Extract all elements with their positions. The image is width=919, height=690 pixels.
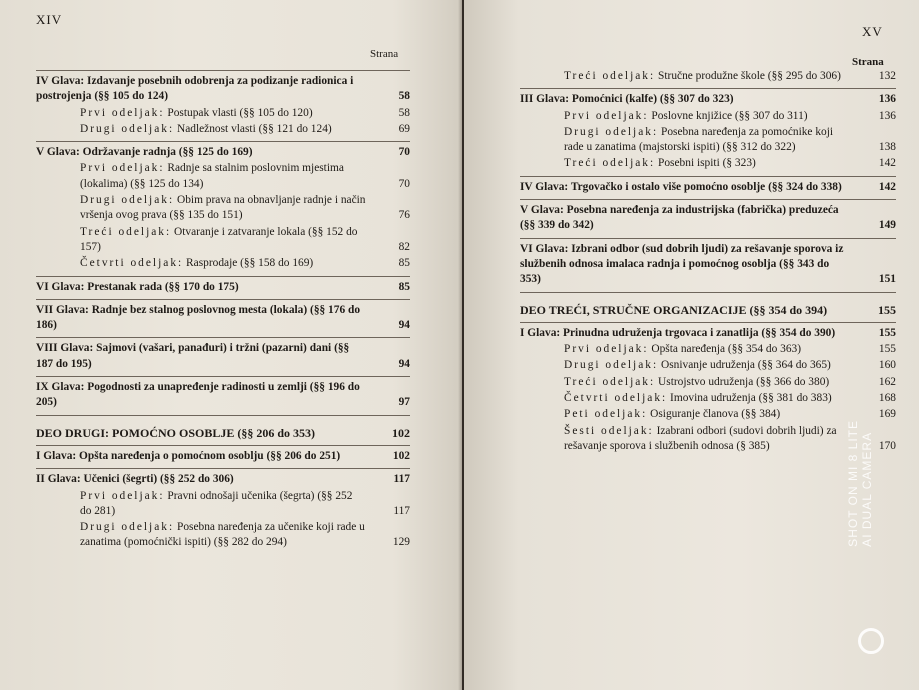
strana-heading: Strana: [852, 56, 884, 68]
entry-title: DEO TREĆI, STRUČNE ORGANIZACIJE (§§ 354 do 394): [520, 302, 828, 317]
entry-page-number: 97: [398, 396, 410, 409]
entry-title: DEO DRUGI: POMOĆNO OSOBLJE (§§ 206 do 353): [36, 425, 316, 440]
entry-title: I Glava: Opšta naređenja o pomoćnom osoblju (§§ 206 do 251): [36, 449, 341, 462]
entry-title: Osiguranje članova (§§ 384): [650, 408, 781, 421]
section-label: Prvi odeljak:: [80, 162, 165, 175]
entry-page-number: 117: [393, 504, 410, 517]
toc-chapter: [520, 242, 896, 288]
toc-section: [520, 391, 896, 406]
table-of-contents: [520, 68, 896, 454]
entry-page-number: 58: [398, 90, 410, 103]
entry-page-number: 155: [878, 343, 896, 356]
table-of-contents: [36, 66, 410, 551]
entry-page-number: 85: [398, 280, 410, 293]
toc-chapter: [36, 341, 410, 372]
strana-heading: Strana: [370, 48, 399, 60]
section-label: Prvi odeljak:: [564, 109, 649, 122]
entry-title: Nadležnost vlasti (§§ 121 do 124): [176, 122, 332, 135]
toc-section: [520, 156, 896, 171]
section-label: Šesti odeljak:: [564, 424, 654, 437]
section-divider: [36, 376, 410, 377]
entry-page-number: 136: [878, 93, 896, 106]
entry-title: VIII Glava: Sajmovi (vašari, panađuri) i tržni (pazarni) dani (§§ 187 do 195): [36, 342, 350, 370]
entry-page-number: 129: [392, 536, 410, 549]
section-label: Četvrti odeljak:: [564, 392, 668, 405]
entry-title: Imovina udruženja (§§ 381 do 383): [670, 392, 832, 405]
section-divider: [36, 276, 410, 277]
toc-section: [520, 358, 896, 373]
entry-page-number: 168: [878, 392, 896, 405]
section-label: Drugi odeljak:: [564, 125, 659, 138]
entry-title: Ustrojstvo udruženja (§§ 366 do 380): [658, 375, 830, 388]
entry-page-number: 102: [392, 425, 410, 440]
watermark-line2: AI DUAL CAMERA: [860, 431, 874, 547]
toc-part: [36, 426, 410, 441]
toc-chapter: [520, 203, 896, 234]
section-label: Drugi odeljak:: [80, 521, 175, 534]
toc-section: [36, 106, 410, 121]
section-divider: [520, 238, 896, 239]
entry-title: Rasprodaje (§§ 158 do 169): [186, 257, 314, 270]
toc-section: [36, 520, 410, 551]
entry-title: I Glava: Prinudna udruženja trgovaca i zanatlija (§§ 354 do 390): [520, 326, 836, 339]
entry-title: Posebni ispiti (§ 323): [658, 157, 756, 170]
toc-section: [36, 489, 410, 520]
entry-page-number: 149: [878, 219, 896, 232]
toc-section: [36, 161, 410, 192]
entry-title: IV Glava: Trgovačko i ostalo više pomoćno osoblje (§§ 324 do 338): [520, 180, 842, 193]
toc-section: [520, 375, 896, 390]
entry-page-number: 58: [398, 106, 410, 119]
entry-title: VII Glava: Radnje bez stalnog poslovnog mesta (lokala) (§§ 176 do 186): [36, 303, 361, 332]
toc-chapter: [520, 180, 896, 195]
toc-chapter: [36, 449, 410, 464]
entry-title: Posebna naređenja za učenike koji rade u zanatima (pomoćnički ispiti) (§§ 282 do 294): [80, 521, 365, 549]
entry-title: VI Glava: Izbrani odbor (sud dobrih ljudi) za rešavanje sporova iz službenih odnosa imalaca radnja i pomoćnog osoblja (§§ 343 do 353): [520, 242, 844, 286]
section-label: Treći odeljak:: [80, 225, 172, 238]
toc-section: [520, 407, 896, 422]
section-divider: [36, 468, 410, 469]
entry-title: Pravni odnošaji učenika (šegrta) (§§ 252 do 281): [80, 489, 353, 517]
section-label: Drugi odeljak:: [80, 122, 175, 135]
toc-chapter: [36, 74, 410, 105]
entry-page-number: 117: [393, 473, 410, 486]
section-divider: [520, 176, 896, 177]
section-label: Prvi odeljak:: [80, 489, 165, 502]
entry-title: Opšta naređenja (§§ 354 do 363): [651, 343, 802, 356]
entry-title: Izabrani odbori (sudovi dobrih ljudi) za rešavanje sporova i službenih odnosa (§ 385): [564, 424, 837, 452]
toc-chapter: [36, 280, 410, 295]
entry-page-number: 169: [878, 408, 896, 421]
entry-title: Posebna naređenja za pomoćnike koji rade u zanatima (majstorski ispiti) (§§ 312 do 322): [564, 125, 834, 154]
entry-title: IV Glava: Izdavanje posebnih odobrenja za podizanje radionica i postrojenja (§§ 105 do 124): [36, 75, 354, 103]
entry-page-number: 69: [398, 122, 410, 135]
entry-page-number: 138: [878, 141, 896, 154]
section-divider: [36, 141, 410, 142]
entry-title: V Glava: Posebna naređenja za industrijska (fabrička) preduzeća (§§ 339 do 342): [520, 204, 839, 232]
entry-page-number: 94: [398, 357, 410, 370]
toc-part: [520, 303, 896, 318]
entry-page-number: 151: [878, 273, 896, 286]
entry-title: V Glava: Održavanje radnja (§§ 125 do 169): [36, 146, 253, 159]
entry-page-number: 136: [878, 109, 896, 122]
section-divider: [520, 199, 896, 200]
section-divider: [36, 70, 410, 71]
toc-section: [520, 424, 896, 455]
section-divider: [520, 292, 896, 293]
section-label: Četvrti odeljak:: [80, 257, 184, 270]
entry-title: Postupak vlasti (§§ 105 do 120): [167, 106, 313, 119]
section-divider: [520, 322, 896, 323]
entry-page-number: 76: [398, 209, 410, 222]
entry-title: Obim prava na obnavljanje radnje i način vršenja ovog prava (§§ 135 do 151): [80, 194, 366, 222]
toc-section: [520, 69, 896, 84]
entry-page-number: 82: [398, 240, 410, 253]
entry-page-number: 132: [878, 70, 896, 82]
watermark-line1: SHOT ON MI 8 LITE: [846, 420, 860, 547]
toc-chapter: [36, 380, 410, 411]
toc-section: [520, 342, 896, 357]
entry-title: II Glava: Učenici (šegrti) (§§ 252 do 306): [36, 473, 234, 486]
entry-page-number: 70: [398, 177, 410, 190]
section-divider: [520, 88, 896, 89]
toc-section: [36, 122, 410, 137]
toc-chapter: [36, 303, 410, 334]
toc-section: [520, 125, 896, 156]
section-label: Treći odeljak:: [564, 375, 656, 388]
section-divider: [36, 415, 410, 416]
section-label: Prvi odeljak:: [564, 343, 649, 356]
section-label: Treći odeljak:: [564, 70, 656, 82]
entry-title: VI Glava: Prestanak rada (§§ 170 do 175): [36, 280, 239, 293]
section-label: Prvi odeljak:: [80, 106, 165, 119]
section-divider: [36, 445, 410, 446]
entry-title: Osnivanje udruženja (§§ 364 do 365): [660, 359, 831, 372]
section-label: Drugi odeljak:: [564, 359, 659, 372]
section-label: Peti odeljak:: [564, 408, 648, 421]
entry-title: Poslovne knjižice (§§ 307 do 311): [651, 109, 808, 122]
toc-section: [36, 193, 410, 224]
toc-chapter: [520, 92, 896, 107]
camera-icon: [858, 628, 884, 654]
entry-page-number: 162: [878, 375, 896, 388]
entry-page-number: 142: [878, 157, 896, 170]
toc-section: [36, 225, 410, 256]
entry-title: III Glava: Pomoćnici (kalfe) (§§ 307 do 323): [520, 93, 734, 106]
entry-page-number: 70: [398, 146, 410, 159]
entry-page-number: 102: [392, 449, 410, 462]
entry-page-number: 155: [878, 326, 896, 339]
camera-watermark: [846, 420, 886, 670]
entry-title: Stručne produžne škole (§§ 295 do 306): [658, 70, 841, 82]
entry-page-number: 170: [878, 439, 896, 452]
entry-page-number: 160: [878, 359, 896, 372]
section-divider: [36, 337, 410, 338]
entry-page-number: 142: [878, 180, 896, 193]
entry-page-number: 94: [398, 319, 410, 332]
section-label: Treći odeljak:: [564, 157, 656, 170]
toc-section: [520, 109, 896, 124]
entry-title: Radnje sa stalnim poslovnim mjestima (lokalima) (§§ 125 do 134): [80, 162, 344, 190]
toc-chapter: [36, 145, 410, 160]
toc-section: [36, 256, 410, 271]
toc-chapter: [520, 326, 896, 341]
entry-title: Otvaranje i zatvaranje lokala (§§ 152 do 157): [80, 225, 358, 253]
page-number: XIV: [36, 12, 63, 27]
entry-title: IX Glava: Pogodnosti za unapređenje radinosti u zemlji (§§ 196 do 205): [36, 381, 360, 409]
section-label: Drugi odeljak:: [80, 194, 175, 207]
page-number: XV: [862, 24, 883, 39]
entry-page-number: 85: [398, 257, 410, 270]
entry-page-number: 155: [878, 302, 896, 317]
section-divider: [36, 299, 410, 300]
toc-chapter: [36, 472, 410, 487]
